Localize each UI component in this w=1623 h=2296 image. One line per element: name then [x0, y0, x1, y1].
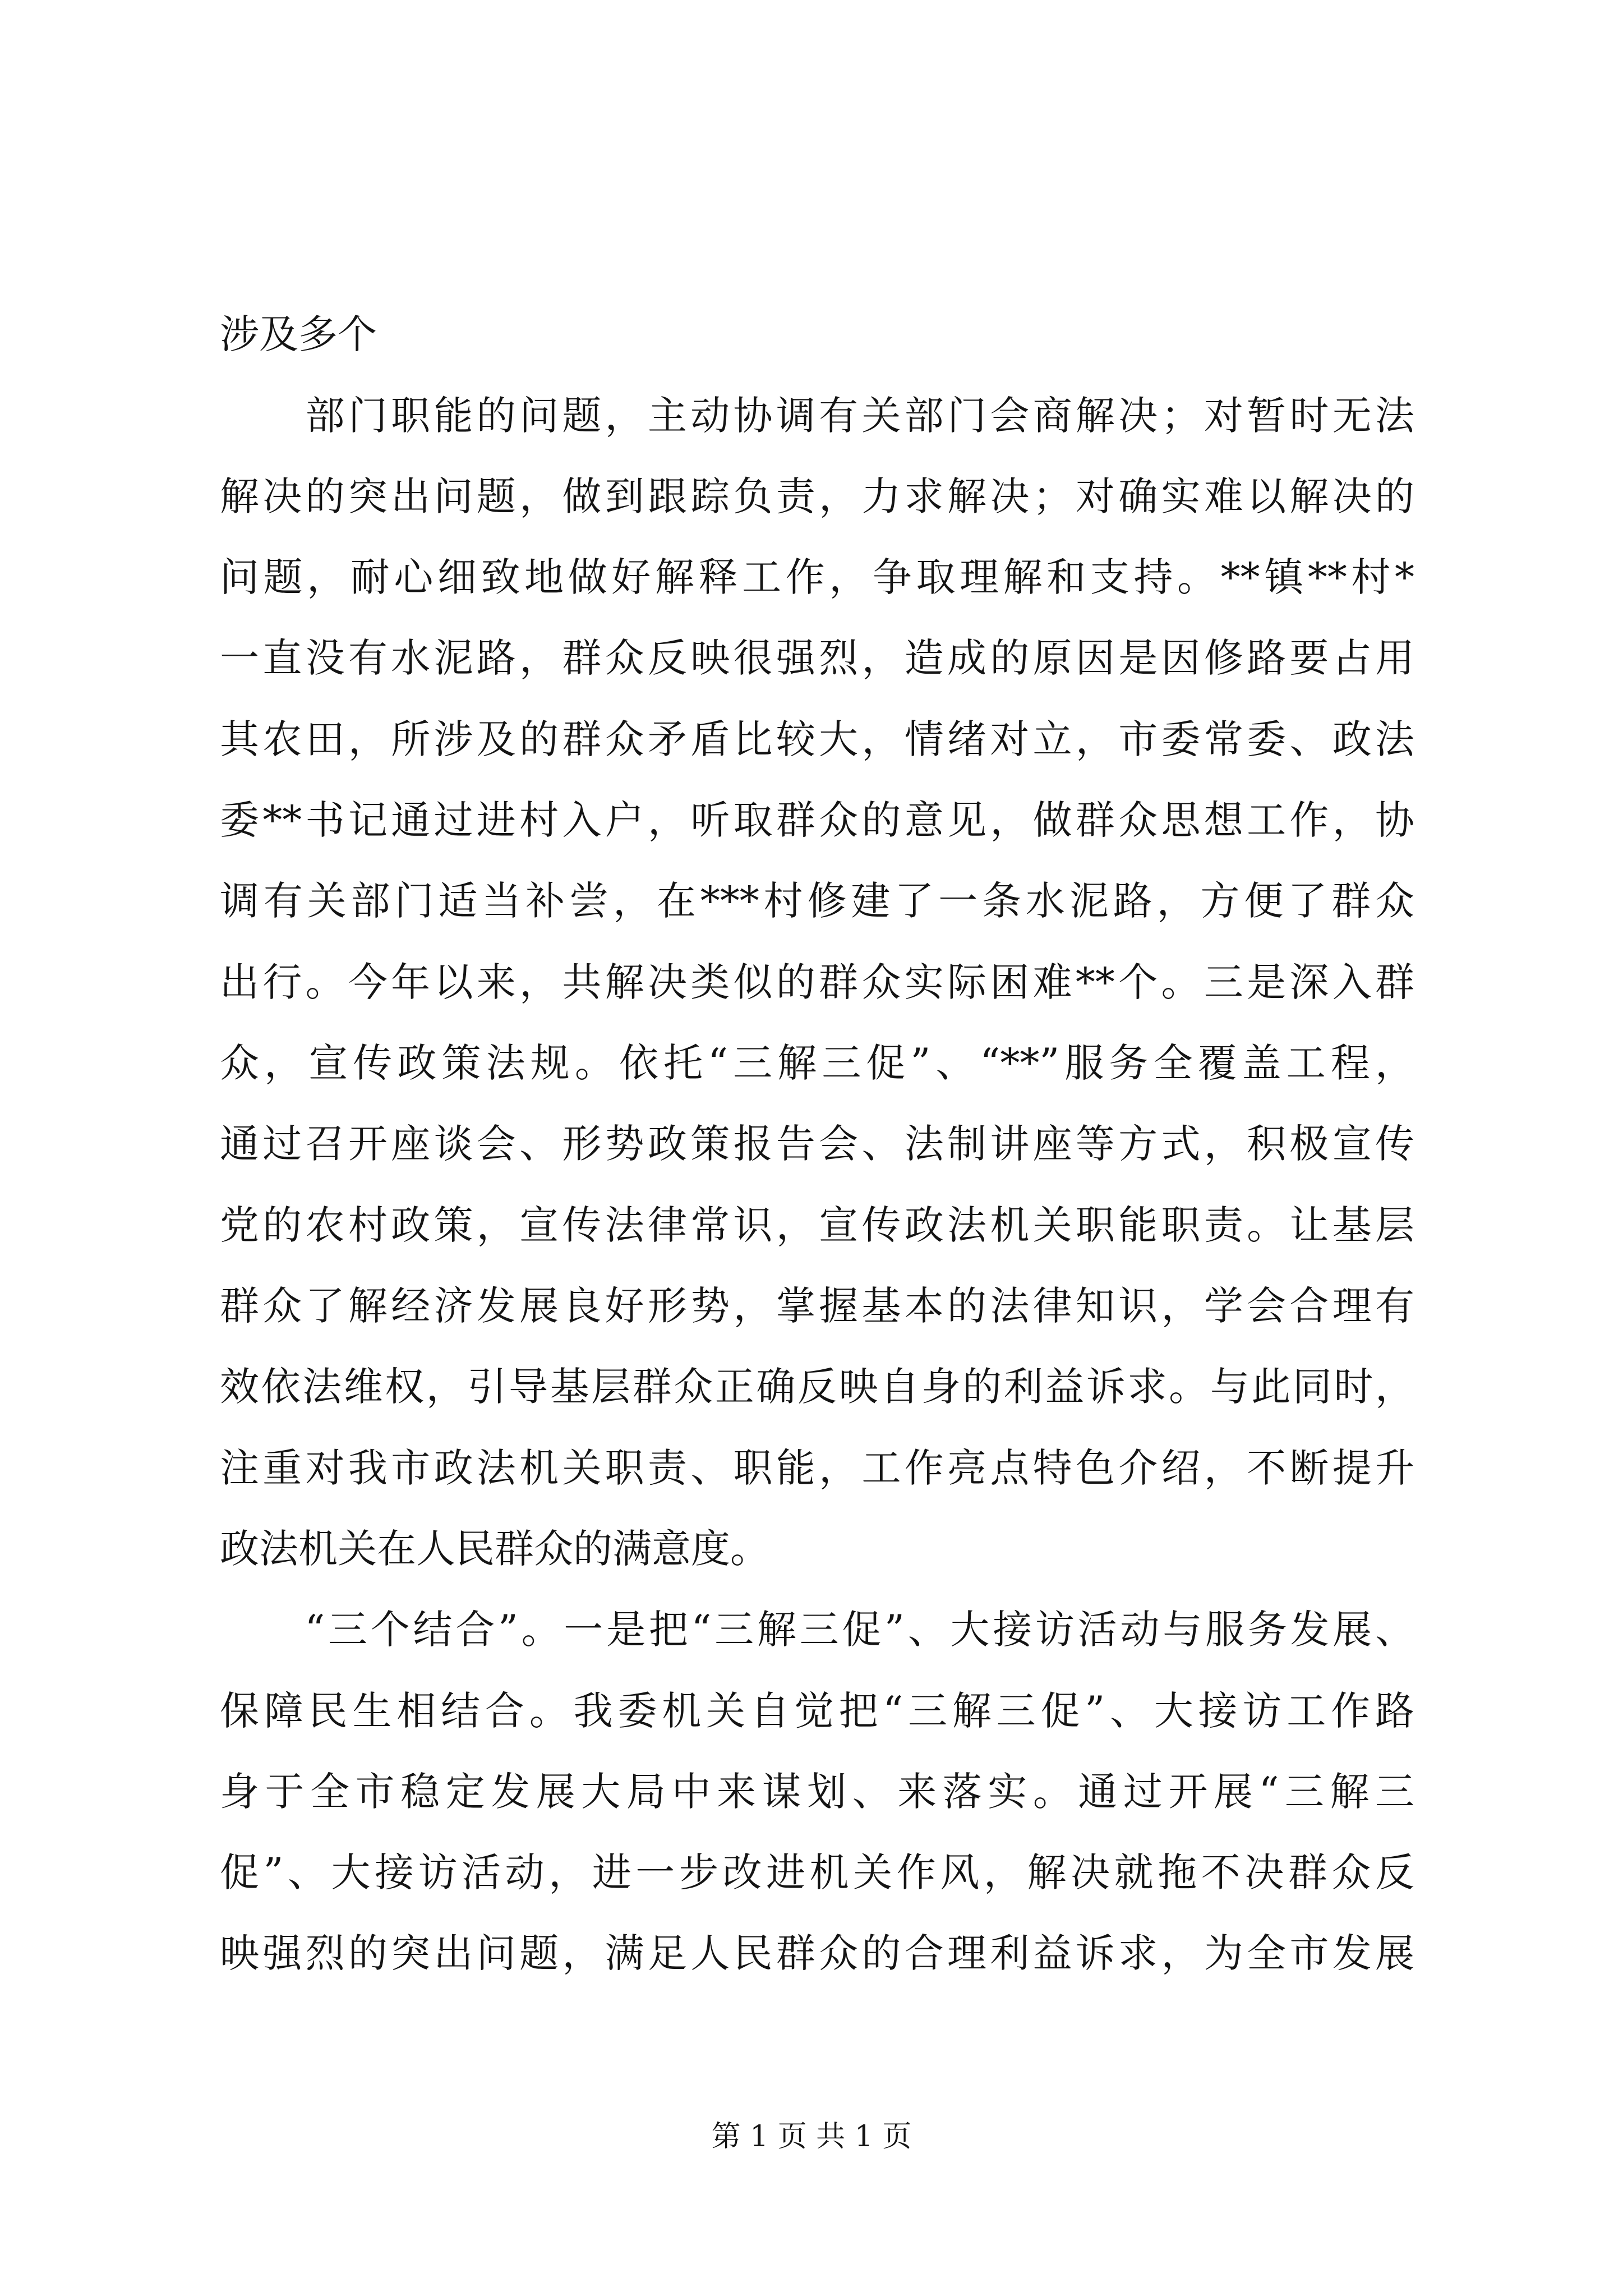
text-line-20: 促”、大接访活动，进一步改进机关作风，解决就拖不决群众反 — [220, 1849, 1414, 1895]
text-line-5: 一直没有水泥路，群众反映很强烈，造成的原因是因修路要占用 — [220, 635, 1414, 681]
text-line-13: 群众了解经济发展良好形势，掌握基本的法律知识，学会合理有 — [220, 1283, 1414, 1329]
text-line-17: “三个结合”。一是把“三解三促”、大接访活动与服务发展、 — [220, 1607, 1414, 1653]
text-line-14: 效依法维权，引导基层群众正确反映自身的利益诉求。与此同时， — [220, 1364, 1414, 1410]
text-line-3: 解决的突出问题，做到跟踪负责，力求解决；对确实难以解决的 — [220, 473, 1414, 519]
text-line-4: 问题，耐心细致地做好解释工作，争取理解和支持。**镇**村* — [220, 554, 1414, 600]
text-line-2: 部门职能的问题，主动协调有关部门会商解决；对暂时无法 — [220, 393, 1414, 439]
text-line-1: 涉及多个 — [220, 311, 377, 357]
text-line-16: 政法机关在人民群众的满意度。 — [220, 1526, 769, 1572]
text-line-7: 委**书记通过进村入户，听取群众的意见，做群众思想工作，协 — [220, 797, 1414, 843]
text-line-18: 保障民生相结合。我委机关自觉把“三解三促”、大接访工作路 — [220, 1688, 1414, 1734]
page-footer: 第 1 页 共 1 页 — [711, 2120, 912, 2154]
text-line-19: 身于全市稳定发展大局中来谋划、来落实。通过开展“三解三 — [220, 1769, 1414, 1815]
text-line-15: 注重对我市政法机关职责、职能，工作亮点特色介绍，不断提升 — [220, 1445, 1414, 1491]
text-line-6: 其农田，所涉及的群众矛盾比较大，情绪对立，市委常委、政法 — [220, 716, 1414, 762]
text-line-10: 众，宣传政策法规。依托“三解三促”、“**”服务全覆盖工程， — [220, 1040, 1414, 1086]
text-line-8: 调有关部门适当补尝，在***村修建了一条水泥路，方便了群众 — [220, 878, 1414, 924]
text-line-12: 党的农村政策，宣传法律常识，宣传政法机关职能职责。让基层 — [220, 1202, 1414, 1248]
text-line-9: 出行。今年以来，共解决类似的群众实际困难**个。三是深入群 — [220, 959, 1414, 1005]
text-line-21: 映强烈的突出问题，满足人民群众的合理利益诉求，为全市发展 — [220, 1930, 1414, 1976]
text-line-11: 通过召开座谈会、形势政策报告会、法制讲座等方式，积极宣传 — [220, 1121, 1414, 1167]
